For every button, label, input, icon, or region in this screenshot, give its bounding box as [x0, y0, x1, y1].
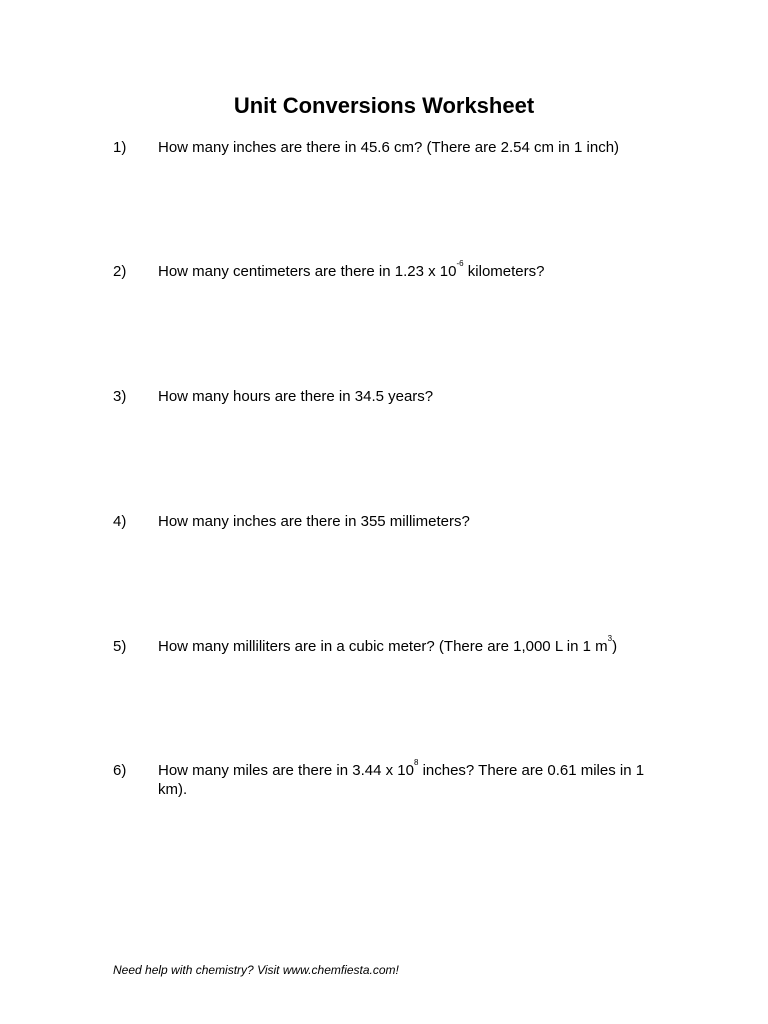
question-4	[113, 512, 658, 531]
question-text	[158, 259, 658, 281]
page-title: Unit Conversions Worksheet	[233, 93, 535, 118]
question-text	[158, 138, 658, 157]
exponent: -6	[456, 259, 464, 268]
question-3	[113, 387, 658, 406]
question-text-part: How many centimeters are there in 1.23 x 10	[158, 263, 457, 280]
footer-note: Need help with chemistry? Visit www.chemfiesta.com!	[113, 963, 399, 977]
question-text-part: kilometers?	[463, 263, 545, 280]
question-text-part: inches? There are 0.61 miles in 1 km).	[158, 762, 645, 798]
question-6	[113, 758, 658, 799]
question-text-part: How many milliliters are in a cubic meter? (There are 1,000 L in 1 m	[158, 638, 608, 655]
question-5	[113, 634, 658, 656]
question-number: 1)	[113, 139, 127, 156]
question-text-part: How many inches are there in 355 millimeters?	[158, 513, 470, 530]
question-text	[158, 512, 658, 531]
question-number: 6)	[113, 762, 127, 779]
question-text-part: )	[612, 638, 618, 655]
question-1	[113, 138, 658, 157]
exponent: 8	[413, 758, 419, 767]
question-number: 2)	[113, 263, 127, 280]
question-2	[113, 259, 658, 281]
question-text-part: How many hours are there in 34.5 years?	[158, 388, 434, 405]
question-text-part: How many miles are there in 3.44 x 10	[158, 762, 414, 779]
question-text	[158, 634, 658, 656]
question-text-part: How many inches are there in 45.6 cm? (There are 2.54 cm in 1 inch)	[158, 139, 620, 156]
question-number: 3)	[113, 388, 127, 405]
question-number: 4)	[113, 513, 127, 530]
question-text	[158, 758, 658, 799]
exponent: 3	[607, 634, 613, 643]
question-text	[158, 387, 658, 406]
question-number: 5)	[113, 638, 127, 655]
